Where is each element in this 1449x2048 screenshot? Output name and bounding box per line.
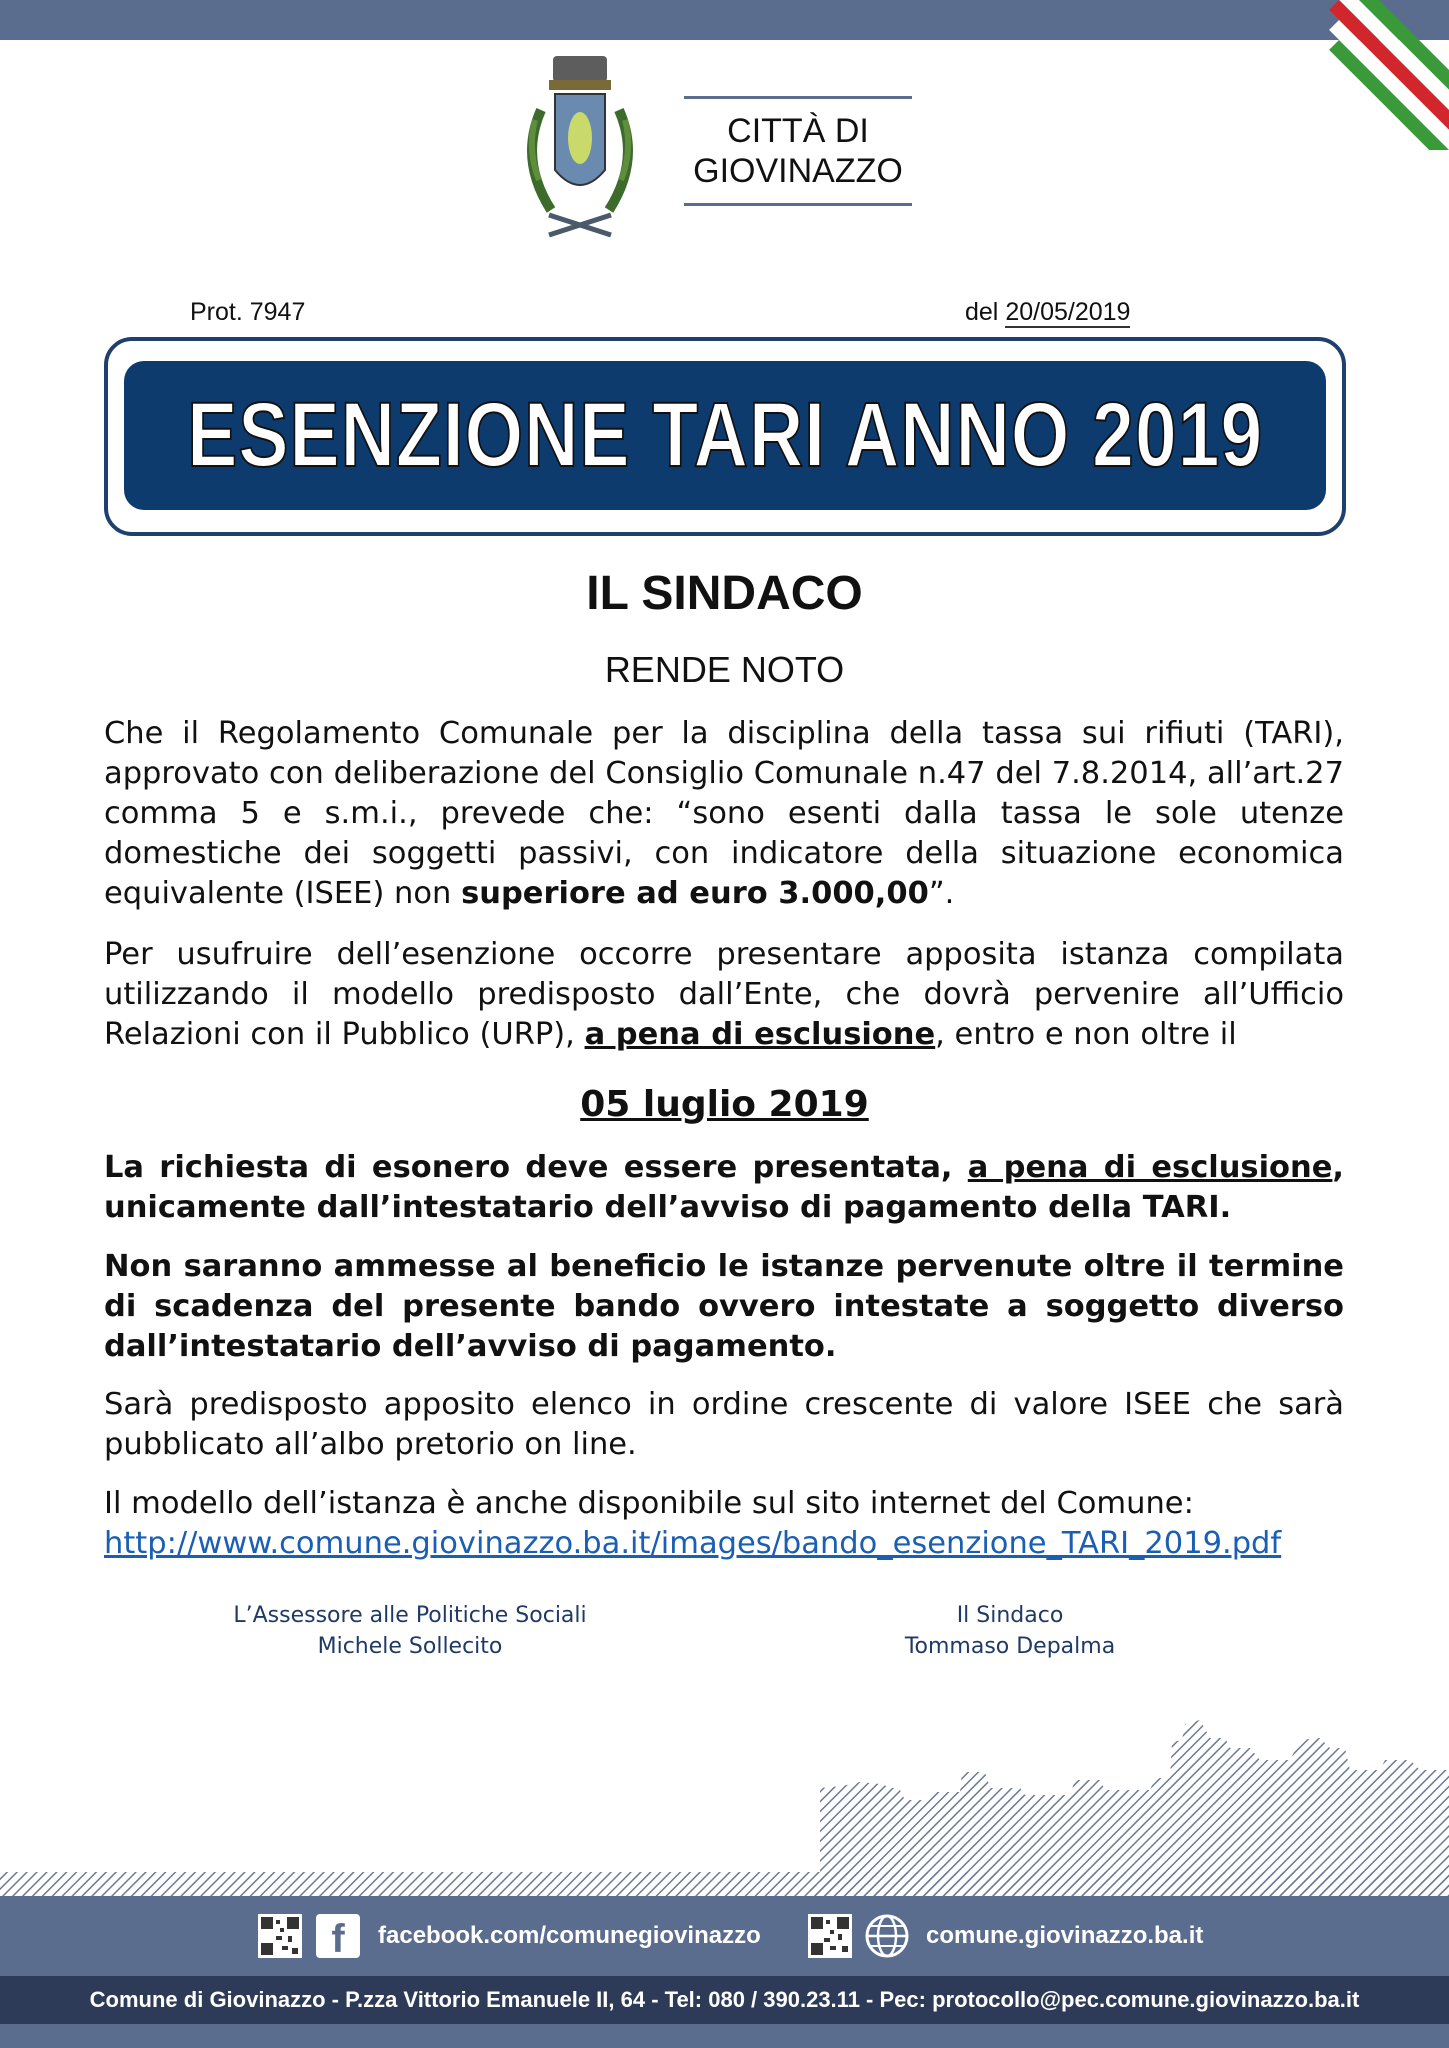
signature-sindaco-role: Il Sindaco [956, 1603, 1064, 1628]
city-crest-icon [505, 50, 655, 255]
deadline-date-text: 05 luglio 2019 [580, 1084, 869, 1125]
p6-text: Il modello dell’istanza è anche disponibile sul sito internet del Comune: [104, 1486, 1194, 1521]
signature-assessore [200, 1600, 620, 1662]
italian-flag-icon [1299, 0, 1449, 150]
footer-website[interactable]: comune.giovinazzo.ba.it [926, 1922, 1204, 1949]
download-link[interactable]: http://www.comune.giovinazzo.ba.it/images/bando_esenzione_TARI_2019.pdf [104, 1526, 1282, 1561]
signature-sindaco-name: Tommaso Depalma [904, 1634, 1116, 1659]
skyline-illustration [0, 1700, 1449, 1900]
signature-assessore-name: Michele Sollecito [317, 1634, 503, 1659]
signature-sindaco [830, 1600, 1190, 1662]
p2-underline: a pena di esclusione [584, 1017, 936, 1052]
protocol-date-label: del [965, 298, 999, 326]
paragraph-request [104, 1148, 1344, 1228]
city-name-line2: GIOVINAZZO [693, 152, 903, 190]
signature-assessore-role: L’Assessore alle Politiche Sociali [233, 1603, 587, 1628]
p2-end: , entro e non oltre il [935, 1017, 1237, 1052]
p3-underline: a pena di esclusione [967, 1150, 1333, 1185]
p3-end: , unicamente dall’intestatario dell’avviso di pagamento della TARI. [104, 1150, 1344, 1225]
paragraph-exclusion: Non saranno ammesse al beneficio le istanze pervenute oltre il termine di scadenza del presente bando ovvero intestate a soggetto diverso dall’intestatario dell’avviso di pagamento. [104, 1249, 1344, 1364]
p1-text: Che il Regolamento Comunale per la disciplina della tassa sui rifiuti (TARI), approvato con deliberazione del Consiglio Comunale n.47 del 7.8.2014, all’art.27 comma 5 e s.m.i., prevede che: “sono esenti dalla tassa le sole utenze domestiche dei soggetti passivi, con indicatore della situazione economica equivalente (ISEE) non [104, 716, 1344, 911]
protocol-date [965, 298, 1130, 327]
title-banner [104, 337, 1346, 536]
top-bar [0, 0, 1449, 40]
paragraph-application [104, 935, 1344, 1055]
paragraph-regulation [104, 714, 1344, 914]
p3-text: La richiesta di esonero deve essere presentata, [104, 1150, 968, 1185]
p2-text: Per usufruire dell’esenzione occorre presentare apposita istanza compilata utilizzando il modello predisposto dall’Ente, che dovrà pervenire all’Ufficio Relazioni con il Pubblico (URP), [104, 937, 1344, 1052]
subheading-rende-noto: RENDE NOTO [604, 649, 845, 690]
page-title: ESENZIONE TARI ANNO 2019 [186, 384, 1264, 486]
footer-bottom-bar [0, 2024, 1449, 2048]
footer-address: Comune di Giovinazzo - P.zza Vittorio Emanuele II, 64 - Tel: 080 / 390.23.11 - Pec: protocollo@pec.comune.giovinazzo.ba.it [89, 1987, 1360, 2012]
paragraph-model [104, 1484, 1344, 1564]
city-name [684, 96, 912, 206]
footer-facebook[interactable]: facebook.com/comunegiovinazzo [378, 1922, 761, 1949]
p1-bold: superiore ad euro 3.000,00 [461, 876, 929, 911]
paragraph-list: Sarà predisposto apposito elenco in ordine crescente di valore ISEE che sarà pubblicato all’albo pretorio on line. [104, 1387, 1344, 1462]
facebook-icon: f [316, 1914, 360, 1958]
heading-sindaco: IL SINDACO [586, 567, 863, 620]
title-banner-inner [124, 361, 1326, 510]
city-name-line1: CITTÀ DI [727, 112, 869, 150]
qr-code-icon [808, 1914, 852, 1958]
protocol-date-value: 20/05/2019 [1005, 298, 1131, 326]
globe-icon [865, 1914, 909, 1958]
footer-address-bar [0, 1976, 1449, 2024]
deadline-date [0, 1084, 1449, 1125]
protocol-number: Prot. 7947 [190, 298, 306, 326]
p1-end: ”. [928, 876, 955, 911]
qr-code-icon [258, 1914, 302, 1958]
